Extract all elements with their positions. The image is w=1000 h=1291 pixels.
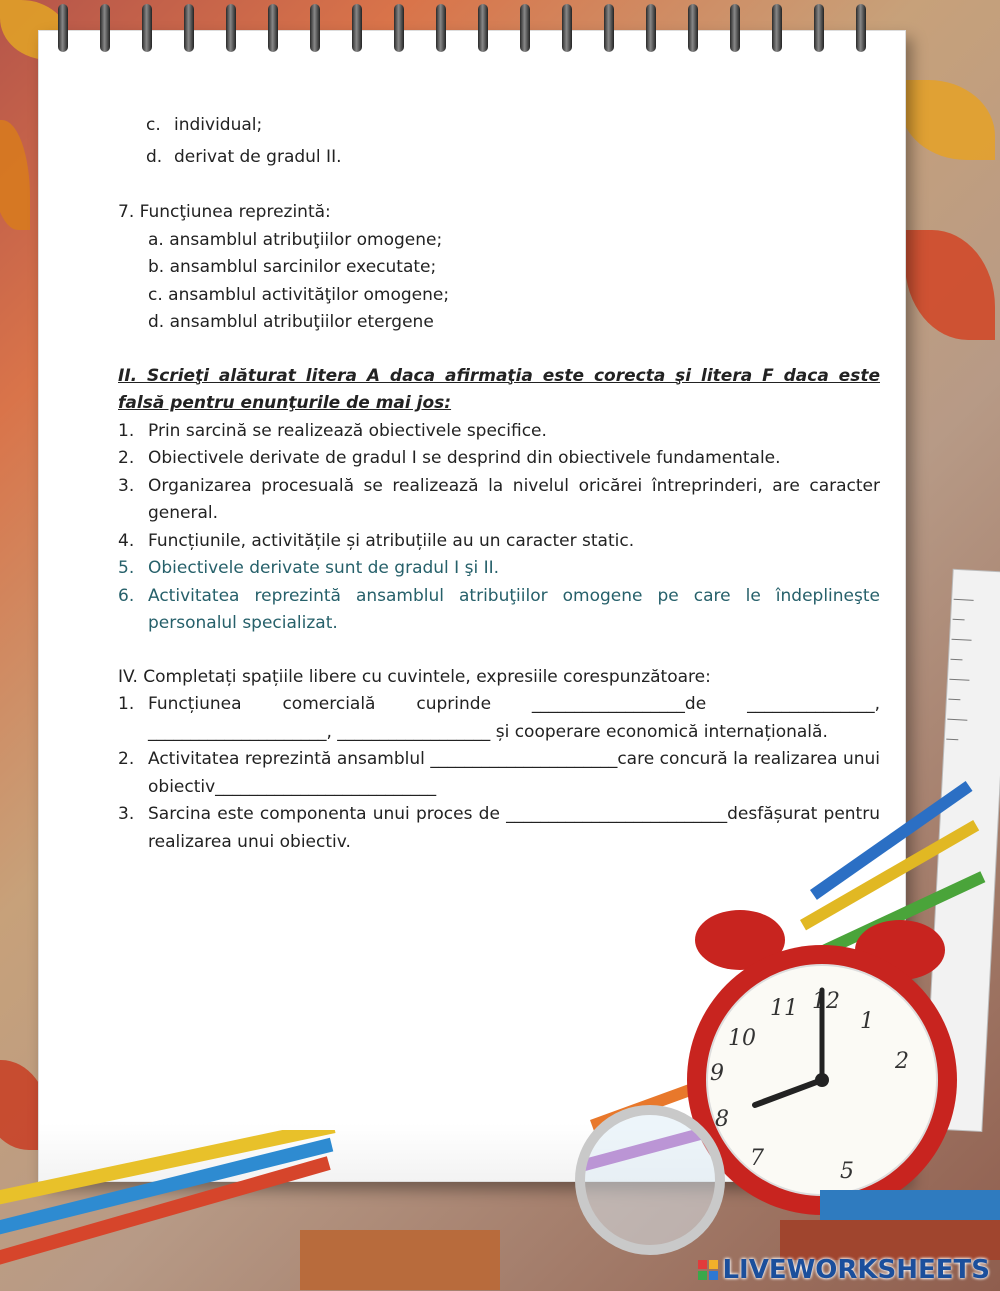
clock-number: 2 bbox=[895, 1049, 909, 1074]
school-supplies-illustration bbox=[560, 560, 1000, 1291]
list-item: 1. Funcțiunea comercială cuprinde __________________de _______________, _____________________, __________________ și cooperare economică internațională. bbox=[118, 694, 880, 742]
list-item: 6. Activitatea reprezintă ansamblul atribuţiilor omogene pe care le îndeplineşte personalul specializat. bbox=[118, 585, 880, 633]
section-4-heading: IV. Completați spațiile libere cu cuvintele, expresiile corespunzătoare: bbox=[118, 666, 711, 687]
clock-number: 12 bbox=[812, 989, 840, 1014]
clock-number: 8 bbox=[715, 1107, 729, 1132]
clock-number: 10 bbox=[728, 1026, 756, 1051]
section-2-heading: II. Scrieţi alăturat litera A daca afirmaţia este corecta şi litera F daca este falsă pentru enunţurile de mai jos: bbox=[118, 365, 880, 413]
autumn-leaf-decoration bbox=[0, 120, 30, 230]
list-item: 2. Obiectivele derivate de gradul I se desprind din obiectivele fundamentale. bbox=[118, 448, 781, 468]
list-item: 3. Sarcina este componenta unui proces de __________________________desfășurat pentru realizarea unui obiectiv. bbox=[118, 804, 880, 852]
question-7-option-b: b. ansamblul sarcinilor executate; bbox=[148, 257, 437, 277]
liveworksheets-logo: LIVEWORKSHEETS bbox=[698, 1255, 990, 1285]
clock-number: 5 bbox=[840, 1159, 854, 1184]
autumn-leaf-decoration bbox=[905, 230, 995, 340]
answer-option-d: d. derivat de gradul II. bbox=[146, 146, 342, 167]
clock-number: 7 bbox=[750, 1146, 764, 1171]
clock-number: 1 bbox=[860, 1009, 874, 1034]
autumn-leaf-decoration bbox=[900, 80, 995, 160]
list-item: 2. Activitatea reprezintă ansamblul ______________________care concură la realizarea unui obiectiv__________________________ bbox=[118, 749, 880, 797]
list-item: 3. Organizarea procesuală se realizează la nivelul oricărei întreprinderi, are caracter general. bbox=[118, 475, 880, 523]
question-7-option-a: a. ansamblul atribuţiilor omogene; bbox=[148, 229, 443, 250]
clock-number: 11 bbox=[770, 996, 798, 1021]
list-item: 4. Funcțiunile, activitățile și atribuțiile au un caracter static. bbox=[118, 530, 635, 551]
list-item: 1. Prin sarcină se realizează obiectivele specifice. bbox=[118, 420, 547, 441]
question-7-option-c: c. ansamblul activităţilor omogene; bbox=[148, 284, 450, 305]
question-7-option-d: d. ansamblul atribuţiilor etergene bbox=[148, 312, 434, 332]
answer-option-c: c. individual; bbox=[146, 115, 263, 135]
clock-number: 9 bbox=[710, 1061, 724, 1086]
liveworksheets-icon bbox=[698, 1257, 718, 1277]
list-item: 5. Obiectivele derivate sunt de gradul I şi II. bbox=[118, 558, 500, 578]
pencils-illustration bbox=[0, 1130, 560, 1291]
question-7-title: 7. Funcţiunea reprezintă: bbox=[118, 202, 331, 222]
